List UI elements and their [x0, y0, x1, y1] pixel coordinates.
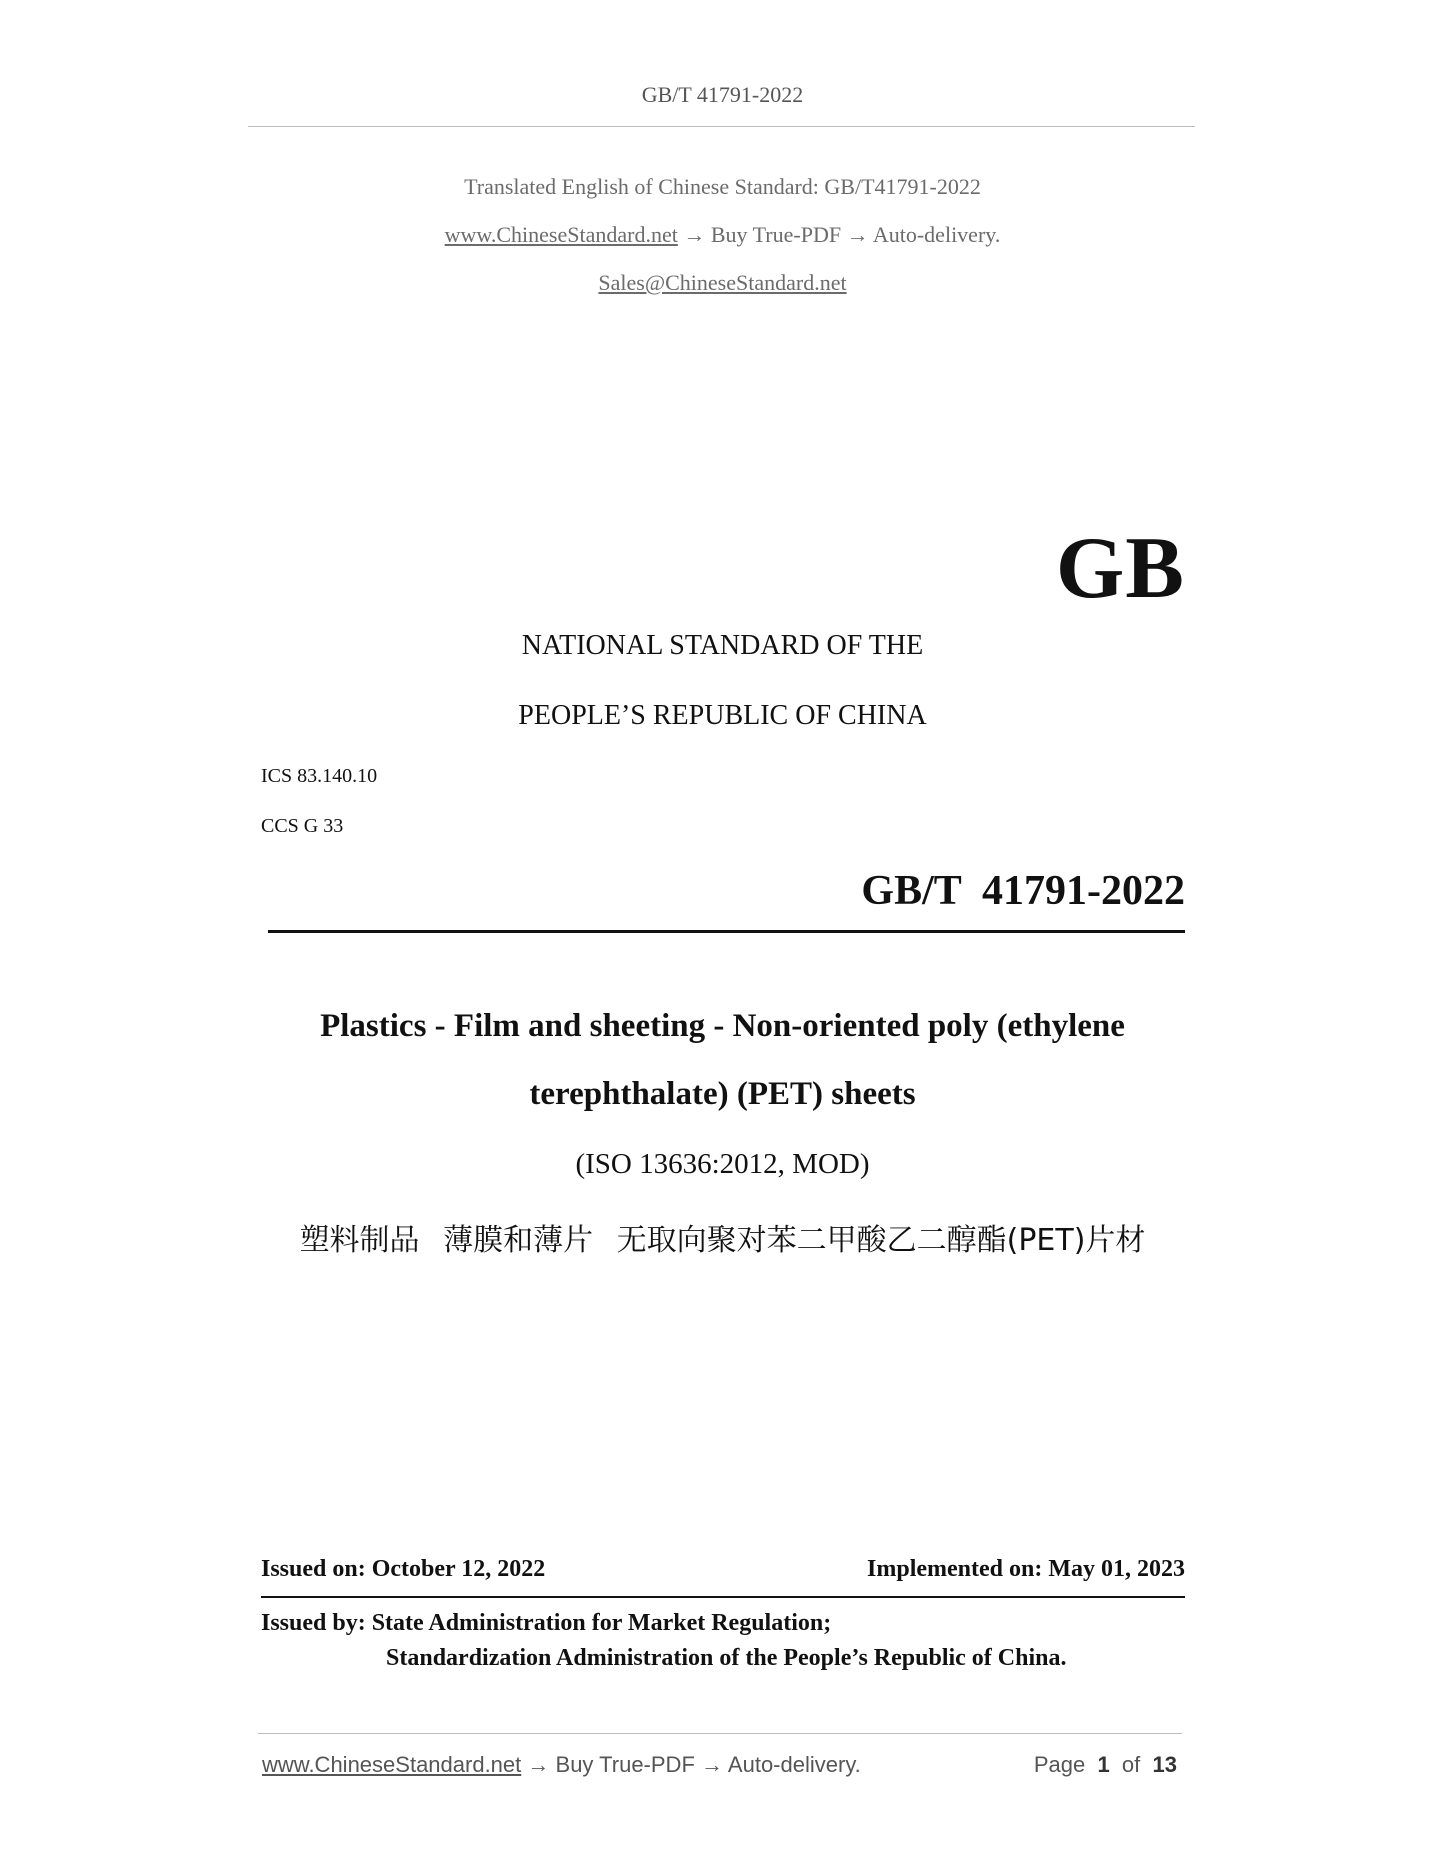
- arrow-icon: →: [701, 1752, 724, 1777]
- promo-line: Translated English of Chinese Standard: GB/T41791-2022: [464, 174, 981, 199]
- iso-reference: (ISO 13636:2012, MOD): [575, 1148, 870, 1180]
- footer-buy-text: Buy True-PDF: [555, 1752, 695, 1777]
- ics-code: ICS 83.140.10: [261, 765, 378, 787]
- promo-buy-line: [0, 222, 1445, 248]
- running-header: GB/T 41791-2022: [641, 82, 804, 107]
- page-current: 1: [1097, 1752, 1110, 1777]
- email-link[interactable]: Sales@ChineseStandard.net: [598, 270, 847, 295]
- page-of: of: [1121, 1752, 1141, 1777]
- ccs-code: CCS G 33: [261, 815, 344, 837]
- republic-line: PEOPLE’S REPUBLIC OF CHINA: [518, 700, 927, 731]
- standard-number-rule: [268, 930, 1185, 933]
- page-label: Page: [1033, 1752, 1086, 1777]
- footer-delivery-text: Auto-delivery.: [727, 1752, 861, 1777]
- document-title-line2: terephthalate) (PET) sheets: [529, 1076, 916, 1112]
- national-standard-line: NATIONAL STANDARD OF THE: [521, 630, 924, 661]
- chinese-title: 塑料制品 薄膜和薄片 无取向聚对苯二甲酸乙二醇酯(PET)片材: [299, 1223, 1146, 1258]
- footer-divider: [258, 1733, 1182, 1734]
- standard-number: GB/T 41791-2022: [861, 868, 1185, 914]
- site-link[interactable]: www.ChineseStandard.net: [444, 222, 678, 247]
- gb-mark: GB: [1055, 520, 1185, 617]
- delivery-text: Auto-delivery.: [872, 222, 1001, 247]
- implemented-on-date: Implemented on: May 01, 2023: [867, 1556, 1185, 1582]
- page-total: 13: [1152, 1752, 1177, 1777]
- promo-email-line: [0, 270, 1445, 296]
- footer-buy-line: [262, 1752, 861, 1778]
- issued-by-line2: Standardization Administration of the People’s Republic of China.: [386, 1645, 1067, 1671]
- footer-site-link[interactable]: www.ChineseStandard.net: [262, 1752, 522, 1777]
- arrow-icon: →: [683, 222, 706, 247]
- issued-by-line1: Issued by: State Administration for Market Regulation;: [261, 1610, 832, 1636]
- page-indicator: [1034, 1752, 1177, 1778]
- header-divider: [248, 126, 1195, 127]
- dates-rule: [261, 1596, 1185, 1598]
- document-title-line1: Plastics - Film and sheeting - Non-oriented poly (ethylene: [320, 1008, 1125, 1044]
- arrow-icon: →: [527, 1752, 550, 1777]
- issued-on-date: Issued on: October 12, 2022: [261, 1556, 546, 1582]
- buy-text: Buy True-PDF: [710, 222, 842, 247]
- arrow-icon: →: [846, 222, 869, 247]
